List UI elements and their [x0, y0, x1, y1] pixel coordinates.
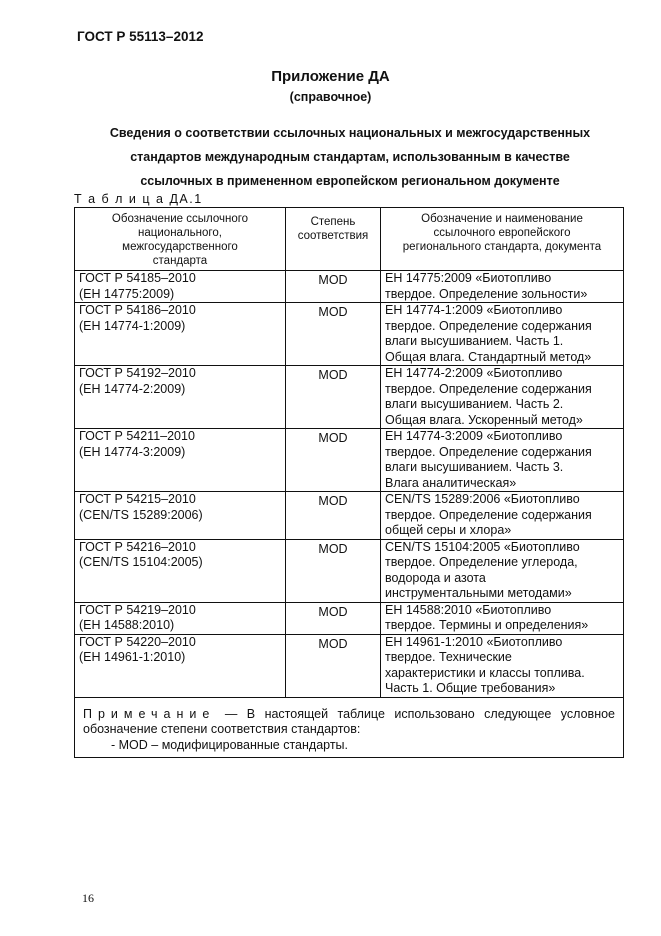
national-cell: [75, 602, 286, 634]
cell-line: твердое. Определение содержания: [385, 507, 592, 522]
cell-line: Общая влага. Стандартный метод»: [385, 349, 592, 364]
header-line: соответствия: [297, 230, 369, 242]
cell-line: влаги высушиванием. Часть 1.: [385, 334, 564, 348]
table-row: [75, 634, 624, 697]
table-row: [75, 492, 624, 540]
cell-line: инструментальными методами»: [385, 586, 572, 600]
national-cell: [75, 271, 286, 303]
header-line: ссылочного европейского: [433, 227, 571, 239]
table-row: [75, 602, 624, 634]
national-cell: [75, 366, 286, 429]
cell-line: ГОСТ Р 54186–2010: [79, 303, 196, 317]
cell-line: CEN/TS 15104:2005 «Биотопливо: [385, 539, 580, 554]
table-header-row: [75, 208, 624, 271]
european-cell: [381, 429, 624, 492]
cell-line: ГОСТ Р 54185–2010: [79, 271, 196, 285]
cell-line: ГОСТ Р 54220–2010: [79, 634, 196, 649]
cell-line: твердое. Определение углерода,: [385, 555, 578, 569]
cell-line: ГОСТ Р 54219–2010: [79, 602, 196, 617]
table-note: [75, 697, 624, 758]
cell-line: влаги высушиванием. Часть 2.: [385, 397, 564, 411]
degree-cell: MOD: [286, 366, 381, 429]
european-cell: [381, 634, 624, 697]
cell-line: ЕН 14774-2:2009 «Биотопливо: [385, 366, 563, 380]
cell-line: Общая влага. Ускоренный метод»: [385, 412, 583, 427]
european-cell: [381, 271, 624, 303]
standard-code: ГОСТ Р 55113–2012: [77, 29, 204, 44]
cell-line: Часть 1. Общие требования»: [385, 681, 556, 695]
cell-line: ГОСТ Р 54216–2010: [79, 539, 196, 554]
cell-line: Влага аналитическая»: [385, 475, 517, 490]
cell-line: (CEN/TS 15289:2006): [79, 507, 203, 522]
national-cell: [75, 492, 286, 540]
european-cell: [381, 366, 624, 429]
header-national-standard: [75, 208, 286, 271]
cell-line: (ЕН 14588:2010): [79, 618, 175, 632]
cell-line: твердое. Определение содержания: [385, 381, 592, 396]
appendix-subtitle: (справочное): [289, 90, 372, 104]
cell-line: твердое. Технические: [385, 650, 512, 664]
cell-line: ЕН 14774-3:2009 «Биотопливо: [385, 429, 563, 443]
table-row: [75, 366, 624, 429]
degree-cell: MOD: [286, 271, 381, 303]
national-cell: [75, 634, 286, 697]
page-number: 16: [82, 891, 94, 905]
degree-cell: MOD: [286, 634, 381, 697]
cell-line: ГОСТ Р 54211–2010: [79, 429, 195, 443]
heading-line: стандартов международным стандартам, использованным в качестве: [130, 150, 570, 164]
cell-line: CEN/TS 15289:2006 «Биотопливо: [385, 492, 580, 506]
header-line: регионального стандарта, документа: [402, 241, 602, 253]
national-cell: [75, 303, 286, 366]
note-lead: Примечание: [83, 706, 216, 721]
cell-line: (ЕН 14774-3:2009): [79, 444, 186, 459]
cell-line: характеристики и классы топлива.: [385, 665, 585, 680]
european-cell: [381, 539, 624, 602]
section-heading: [80, 121, 620, 193]
cell-line: общей серы и хлора»: [385, 523, 512, 537]
cell-line: ГОСТ Р 54215–2010: [79, 492, 196, 506]
cell-line: ЕН 14588:2010 «Биотопливо: [385, 602, 552, 617]
note-text: [83, 707, 615, 738]
table-row: [75, 303, 624, 366]
table-row: [75, 271, 624, 303]
cell-line: твердое. Определение зольности»: [385, 286, 588, 301]
national-cell: [75, 429, 286, 492]
header-line: национального,: [138, 227, 222, 239]
header-european-standard: [381, 208, 624, 271]
header-line: стандарта: [152, 255, 208, 267]
header-line: Обозначение и наименование: [421, 213, 583, 225]
note-body: — В настоящей таблице использовано следующее условное обозначение степени соответствия стандартов:: [83, 706, 615, 736]
header-degree: [286, 208, 381, 271]
cell-line: твердое. Определение содержания: [385, 318, 592, 333]
cell-line: влаги высушиванием. Часть 3.: [385, 460, 564, 474]
heading-line: ссылочных в примененном европейском региональном документе: [140, 174, 560, 188]
header-line: Обозначение ссылочного: [111, 213, 249, 225]
cell-line: (ЕН 14775:2009): [79, 286, 175, 301]
heading-line: Сведения о соответствии ссылочных национальных и межгосударственных: [109, 126, 591, 140]
european-cell: [381, 492, 624, 540]
cell-line: ГОСТ Р 54192–2010: [79, 366, 196, 380]
cell-line: ЕН 14961-1:2010 «Биотопливо: [385, 634, 563, 649]
table-row: [75, 429, 624, 492]
degree-cell: MOD: [286, 602, 381, 634]
cell-line: (ЕН 14961-1:2010): [79, 650, 186, 664]
national-cell: [75, 539, 286, 602]
cell-line: ЕН 14775:2009 «Биотопливо: [385, 271, 552, 285]
header-line: Степень: [310, 216, 356, 228]
table-row: [75, 539, 624, 602]
degree-cell: MOD: [286, 539, 381, 602]
cell-line: (ЕН 14774-1:2009): [79, 318, 186, 333]
header-line: межгосударственного: [122, 241, 238, 253]
cell-line: твердое. Термины и определения»: [385, 618, 589, 632]
cell-line: (ЕН 14774-2:2009): [79, 381, 186, 396]
table-note-row: [75, 697, 624, 758]
degree-cell: MOD: [286, 429, 381, 492]
cell-line: водорода и азота: [385, 570, 486, 585]
table-caption: Т а б л и ц а ДА.1: [74, 192, 203, 206]
cell-line: (CEN/TS 15104:2005): [79, 555, 203, 569]
appendix-title: Приложение ДА: [271, 68, 390, 85]
cell-line: ЕН 14774-1:2009 «Биотопливо: [385, 303, 563, 317]
degree-cell: MOD: [286, 492, 381, 540]
cell-line: твердое. Определение содержания: [385, 444, 592, 459]
european-cell: [381, 303, 624, 366]
european-cell: [381, 602, 624, 634]
degree-cell: MOD: [286, 303, 381, 366]
note-item: - MOD – модифицированные стандарты.: [111, 737, 349, 752]
correspondence-table: [74, 207, 624, 758]
